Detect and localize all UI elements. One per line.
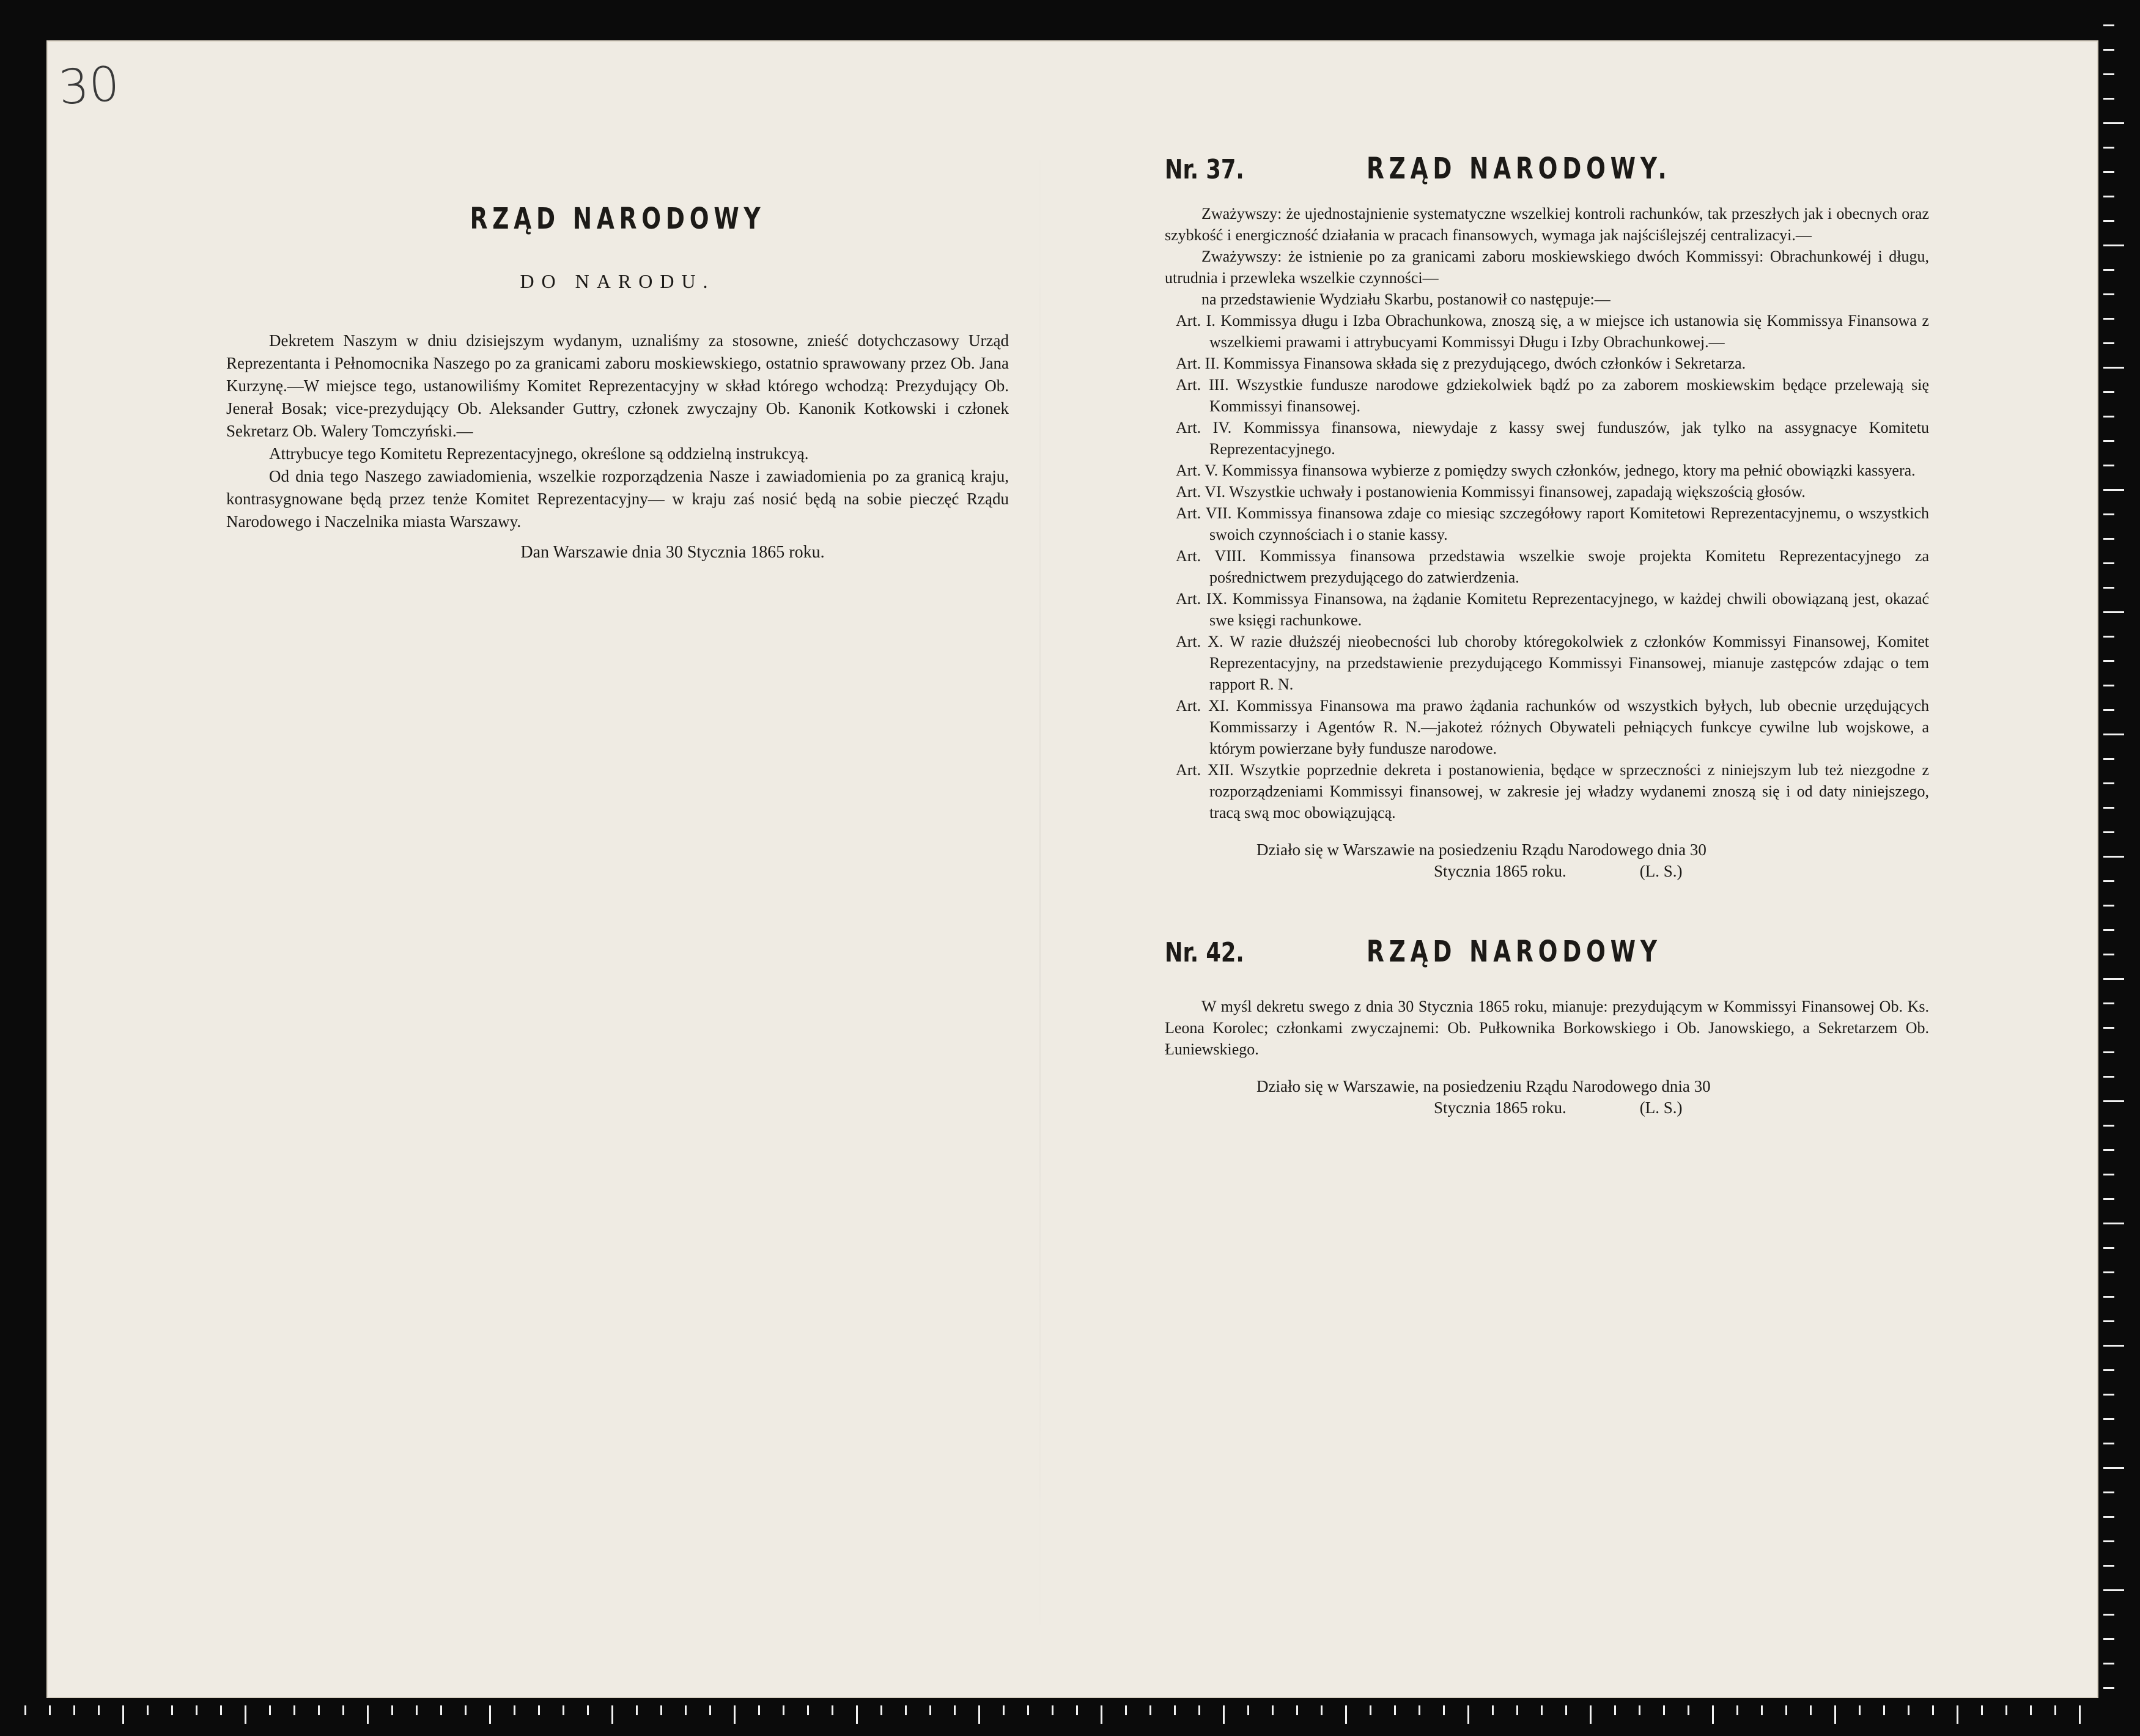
ruler-tick: [1076, 1705, 1078, 1715]
nr37-paragraph: Zważywszy: że istnienie po za granicami zaboru moskiewskiego dwóch Kommissyi: Obrachunkowéj i długu, utrudnia i przewleka wszelkie czynności—: [1165, 248, 1929, 287]
ruler-tick: [514, 1705, 515, 1715]
ruler-tick: [2103, 807, 2114, 809]
ruler-tick: [1419, 1705, 1420, 1715]
ruler-tick: [367, 1705, 369, 1724]
ruler-tick: [2103, 1589, 2124, 1591]
nr42-title: RZĄD NARODOWY: [1367, 935, 1662, 969]
ruler-tick: [2103, 1540, 2114, 1542]
ruler-tick: [2030, 1705, 2032, 1715]
ruler-tick: [220, 1705, 222, 1715]
nr37-article: Art. X. W razie dłuższéj nieobecności lub choroby któregokolwiek z członków Kommissyi Finansowej, Komitet Reprezentacyjny, na przedstawienie prezydującego Kommissyi Finansowej, mianuje zastępców zdając o tem rapport R. N.: [1176, 633, 1929, 693]
ruler-tick: [416, 1705, 418, 1715]
ruler-tick: [2103, 538, 2114, 540]
nr37-article: Art. I. Kommissya długu i Izba Obrachunkowa, znoszą się, a w miejsce ich ustanowia się Kommissya Finansowa z wszelkiemi prawami i attrybucyami Kommissyi Długu i Izby Obrachunkowej.—: [1176, 312, 1929, 351]
ruler-tick: [1663, 1705, 1665, 1715]
ruler-tick: [2103, 1614, 2114, 1616]
nr37-article: Art. XI. Kommissya Finansowa ma prawo żądania rachunków od wszystkich byłych, lub obecnie urzędujących Kommissarzy i Agentów R. N.—jakoteż różnych Obywateli pełniących funkcye cywilne lub wojskowe, a którym powierzane były fundusze narodowe.: [1176, 697, 1929, 757]
ruler-tick: [832, 1705, 833, 1715]
ruler-tick: [2103, 220, 2114, 222]
nr42-seal: (L. S.): [1639, 1098, 1683, 1117]
left-paragraph: Od dnia tego Naszego zawiadomienia, wszelkie rozporządzenia Nasze i zawiadomienia po za granicą kraju, kontrasygnowane będą przez tenże Komitet Reprezentacyjny— w kraju zaś nosić będą na sobie pieczęć Rządu Narodowego i Naczelnika miasta Warszawy.: [226, 467, 1009, 531]
ruler-tick: [1443, 1705, 1445, 1715]
ruler-tick: [611, 1705, 613, 1724]
ruler-tick: [196, 1705, 197, 1715]
nr37-article: Art. IX. Kommissya Finansowa, na żądanie Komitetu Reprezentacyjnego, w każdej chwili obowiązaną jest, okazać swe księgi rachunkowe.: [1176, 590, 1929, 629]
ruler-tick: [978, 1705, 980, 1724]
ruler-tick: [2103, 856, 2124, 858]
ruler-tick: [1516, 1705, 1518, 1715]
ruler-tick: [2103, 1002, 2114, 1004]
ruler-tick: [2103, 1247, 2114, 1249]
left-paragraph: Dekretem Naszym w dniu dzisiejszym wydanym, uznaliśmy za stosowne, znieść dotychczasowy Urząd Reprezentanta i Pełnomocnika Naszego po za granicami zaboru moskiewskiego, ostatnio sprawowany przez Ob. Jana Kurzynę.—W miejsce tego, ustanowiliśmy Komitet Reprezentacyjny w skład którego wchodzą: Prezydujący Ob. Jenerał Bosak; vice-prezydujący Ob. Aleksander Guttry, członek zwyczajny Ob. Kanonik Kotkowski i członek Sekretarz Ob. Walery Tomczyński.—: [226, 331, 1009, 440]
nr37-title: RZĄD NARODOWY.: [1367, 152, 1672, 186]
ruler-tick: [98, 1705, 100, 1715]
ruler-tick: [2103, 1174, 2114, 1175]
ruler-tick: [2103, 1296, 2114, 1298]
ruler-tick: [2103, 1198, 2114, 1200]
ruler-tick: [905, 1705, 907, 1715]
ruler-tick: [49, 1705, 51, 1715]
ruler-tick: [2103, 1125, 2114, 1127]
page-number: 30: [56, 56, 122, 116]
ruler-tick: [1492, 1705, 1494, 1715]
ruler-tick: [758, 1705, 760, 1715]
ruler-tick: [2103, 660, 2114, 662]
ruler-tick: [2103, 1320, 2114, 1322]
ruler-tick: [2103, 562, 2114, 564]
ruler-tick: [2103, 1663, 2114, 1664]
nr37-article: Art. II. Kommissya Finansowa składa się z prezydującego, dwóch członków i Sekretarza.: [1176, 355, 1746, 372]
ruler-tick: [1223, 1705, 1225, 1724]
nr37-article: Art. VIII. Kommissya finansowa przedstawia wszelkie swoje projekta Komitetu Reprezentacyjnego za pośrednictwem prezydującego do zatwierdzenia.: [1176, 547, 1929, 586]
ruler-tick: [2103, 1638, 2114, 1640]
ruler-tick: [1785, 1705, 1787, 1715]
ruler-tick: [2103, 1345, 2124, 1347]
left-dated: Dan Warszawie dnia 30 Stycznia 1865 roku.: [520, 543, 825, 562]
ruler-tick: [293, 1705, 295, 1715]
nr42-sign-line2: Stycznia 1865 roku.: [1434, 1098, 1566, 1117]
ruler-tick: [2103, 49, 2114, 51]
nr37-header: [1165, 152, 1929, 186]
scan-ruler-right: [2103, 0, 2140, 1736]
ruler-tick: [2103, 122, 2124, 124]
ruler-tick: [1272, 1705, 1274, 1715]
nr42-paragraph: W myśl dekretu swego z dnia 30 Stycznia 1865 roku, mianuje: prezydującym w Kommissyi Finansowej Ob. Ks. Leona Korolec; członkami zwyczajnemi: Ob. Pułkownika Borkowskiego i Ob. Janowskiego, a Sekretarzem Ob. Łuniewskiego.: [1165, 998, 1929, 1058]
ruler-tick: [1859, 1705, 1861, 1715]
ruler-tick: [2103, 1467, 2124, 1469]
ruler-tick: [1614, 1705, 1616, 1715]
ruler-tick: [2103, 1149, 2114, 1151]
ruler-tick: [734, 1705, 736, 1724]
ruler-tick: [1003, 1705, 1005, 1715]
ruler-tick: [1712, 1705, 1714, 1724]
ruler-tick: [856, 1705, 858, 1724]
ruler-tick: [2103, 1100, 2124, 1102]
ruler-tick: [2103, 73, 2114, 75]
ruler-tick: [2103, 1369, 2114, 1371]
nr37-article: Art. XII. Wszytkie poprzednie dekreta i postanowienia, będące w sprzeczności z niniejszym lub też niezgodne z rozporządzeniami Kommissyi finansowej, w zakresie jej władzy wydanemi znoszą się i od daty niniejszego, tracą swą moc obowiązującą.: [1176, 761, 1929, 822]
ruler-tick: [1149, 1705, 1151, 1715]
ruler-tick: [2103, 1027, 2114, 1029]
ruler-tick: [2103, 318, 2114, 320]
ruler-tick: [2103, 1418, 2114, 1420]
ruler-tick: [1688, 1705, 1689, 1715]
ruler-tick: [1345, 1705, 1347, 1724]
ruler-tick: [2103, 1491, 2114, 1493]
ruler-tick: [2103, 685, 2114, 686]
ruler-tick: [2103, 954, 2114, 955]
ruler-tick: [1370, 1705, 1371, 1715]
page-fold: [1039, 128, 1041, 1657]
ruler-tick: [318, 1705, 320, 1715]
ruler-tick: [269, 1705, 271, 1715]
ruler-tick: [1101, 1705, 1102, 1724]
ruler-tick: [660, 1705, 662, 1715]
ruler-tick: [2103, 880, 2114, 882]
ruler-tick: [1467, 1705, 1469, 1724]
ruler-tick: [122, 1705, 124, 1724]
ruler-tick: [2103, 245, 2124, 246]
ruler-tick: [685, 1705, 687, 1715]
nr42-signature: [1165, 1076, 1929, 1119]
ruler-tick: [2103, 734, 2124, 735]
ruler-tick: [2103, 513, 2114, 515]
ruler-tick: [2103, 636, 2114, 638]
nr37-sign-line1: Działo się w Warszawie na posiedzeniu Rządu Narodowego dnia 30: [1256, 840, 1706, 859]
ruler-tick: [2103, 24, 2114, 26]
nr42-section: [1165, 935, 1929, 1119]
ruler-tick: [1834, 1705, 1836, 1724]
ruler-tick: [2079, 1705, 2081, 1724]
ruler-tick: [1981, 1705, 1983, 1715]
ruler-tick: [2103, 367, 2124, 369]
nr37-article: Art. III. Wszystkie fundusze narodowe gdziekolwiek bądź po za zaborem moskiewskim będące przelewają się Kommissyi finansowej.: [1176, 376, 1929, 415]
ruler-tick: [1565, 1705, 1567, 1715]
ruler-tick: [2103, 416, 2114, 417]
ruler-tick: [2103, 1565, 2114, 1567]
ruler-tick: [1957, 1705, 1958, 1724]
nr37-body: [1165, 203, 1929, 823]
ruler-tick: [1761, 1705, 1763, 1715]
ruler-tick: [929, 1705, 931, 1715]
left-paragraph: Attrybucye tego Komitetu Reprezentacyjnego, określone są oddzielną instrukcyą.: [269, 444, 809, 463]
ruler-tick: [1247, 1705, 1249, 1715]
ruler-tick: [489, 1705, 491, 1724]
ruler-tick: [709, 1705, 711, 1715]
ruler-tick: [2103, 1394, 2114, 1396]
ruler-tick: [1932, 1705, 1934, 1715]
nr37-article: Art. IV. Kommissya finansowa, niewydaje z kassy swej funduszów, jak tylko na assygnacye Komitetu Reprezentacyjnego.: [1176, 419, 1929, 458]
ruler-tick: [2103, 1051, 2114, 1053]
ruler-tick: [171, 1705, 173, 1715]
ruler-tick: [2103, 196, 2114, 197]
ruler-tick: [2103, 391, 2114, 393]
nr37-article: Art. V. Kommissya finansowa wybierze z pomiędzy swych członków, jednego, ktory ma pełnić obowiązki kassyera.: [1176, 462, 1916, 479]
left-body: [226, 329, 1009, 533]
ruler-tick: [1052, 1705, 1053, 1715]
nr42-sign-line1: Działo się w Warszawie, na posiedzeniu Rządu Narodowego dnia 30: [1256, 1077, 1711, 1095]
ruler-tick: [1541, 1705, 1543, 1715]
ruler-tick: [2103, 1516, 2114, 1518]
ruler-tick: [1883, 1705, 1885, 1715]
ruler-tick: [2103, 709, 2114, 711]
ruler-tick: [1639, 1705, 1640, 1715]
left-proclamation: [226, 202, 1009, 562]
ruler-tick: [342, 1705, 344, 1715]
ruler-tick: [2103, 1687, 2114, 1689]
left-subtitle: DO NARODU.: [520, 270, 715, 292]
nr37-paragraph: Zważywszy: że ujednostajnienie systematyczne wszelkiej kontroli rachunków, tak przeszłych jak i obecnych oraz szybkość i energiczność działania w pracach finansowych, wymaga jak najściślejszéj centralizacyi.—: [1165, 205, 1929, 244]
ruler-tick: [880, 1705, 882, 1715]
ruler-tick: [2103, 929, 2114, 931]
ruler-tick: [2103, 1443, 2114, 1444]
nr42-body: [1165, 996, 1929, 1060]
nr37-preamble: na przedstawienie Wydziału Skarbu, postanowił co następuje:—: [1201, 290, 1611, 308]
ruler-tick: [636, 1705, 638, 1715]
ruler-tick: [2103, 1271, 2114, 1273]
ruler-tick: [465, 1705, 467, 1715]
ruler-tick: [2103, 269, 2114, 271]
ruler-tick: [147, 1705, 149, 1715]
ruler-tick: [538, 1705, 540, 1715]
ruler-tick: [2103, 440, 2114, 442]
nr37-article: Art. VII. Kommissya finansowa zdaje co miesiąc szczegółowy raport Komitetowi Reprezentacyjnemu, o wszystkich swoich czynnościach i o stanie kassy.: [1176, 504, 1929, 543]
ruler-tick: [1590, 1705, 1592, 1724]
ruler-tick: [391, 1705, 393, 1715]
ruler-tick: [2103, 147, 2114, 149]
ruler-tick: [1174, 1705, 1176, 1715]
nr42-number: Nr. 42.: [1165, 937, 1244, 968]
ruler-tick: [807, 1705, 809, 1715]
ruler-tick: [1296, 1705, 1298, 1715]
ruler-tick: [2103, 98, 2114, 100]
ruler-tick: [2103, 611, 2124, 613]
nr37-article: Art. VI. Wszystkie uchwały i postanowienia Kommissyi finansowej, zapadają większością głosów.: [1176, 483, 1806, 501]
ruler-tick: [2005, 1705, 2007, 1715]
nr37-number: Nr. 37.: [1165, 154, 1244, 185]
ruler-tick: [2054, 1705, 2056, 1715]
ruler-tick: [954, 1705, 956, 1715]
ruler-tick: [2103, 489, 2124, 491]
ruler-tick: [2103, 171, 2114, 173]
ruler-tick: [1027, 1705, 1029, 1715]
nr37-signature: [1165, 839, 1929, 882]
ruler-tick: [2103, 831, 2114, 833]
nr37-sign-line2: Stycznia 1865 roku.: [1434, 862, 1566, 880]
ruler-tick: [1321, 1705, 1323, 1715]
ruler-tick: [2103, 1223, 2124, 1224]
ruler-tick: [1198, 1705, 1200, 1715]
ruler-tick: [1125, 1705, 1127, 1715]
left-title: RZĄD NARODOWY: [470, 202, 766, 236]
ruler-tick: [2103, 978, 2124, 980]
ruler-tick: [2103, 587, 2114, 589]
ruler-tick: [2103, 1076, 2114, 1078]
ruler-tick: [2103, 293, 2114, 295]
ruler-tick: [245, 1705, 246, 1724]
ruler-tick: [2103, 905, 2114, 907]
nr42-header: [1165, 935, 1929, 969]
ruler-tick: [2103, 758, 2114, 760]
ruler-tick: [1908, 1705, 1909, 1715]
ruler-tick: [2103, 342, 2114, 344]
ruler-tick: [563, 1705, 564, 1715]
ruler-tick: [2103, 465, 2114, 466]
ruler-tick: [1810, 1705, 1812, 1715]
ruler-tick: [24, 1705, 26, 1715]
ruler-tick: [587, 1705, 589, 1715]
ruler-tick: [2103, 782, 2114, 784]
ruler-tick: [1394, 1705, 1396, 1715]
scan-ruler-bottom: [0, 1705, 2140, 1736]
ruler-tick: [783, 1705, 784, 1715]
nr37-seal: (L. S.): [1639, 862, 1683, 880]
right-decrees: [1165, 152, 1929, 1119]
ruler-tick: [73, 1705, 75, 1715]
ruler-tick: [1736, 1705, 1738, 1715]
ruler-tick: [440, 1705, 442, 1715]
